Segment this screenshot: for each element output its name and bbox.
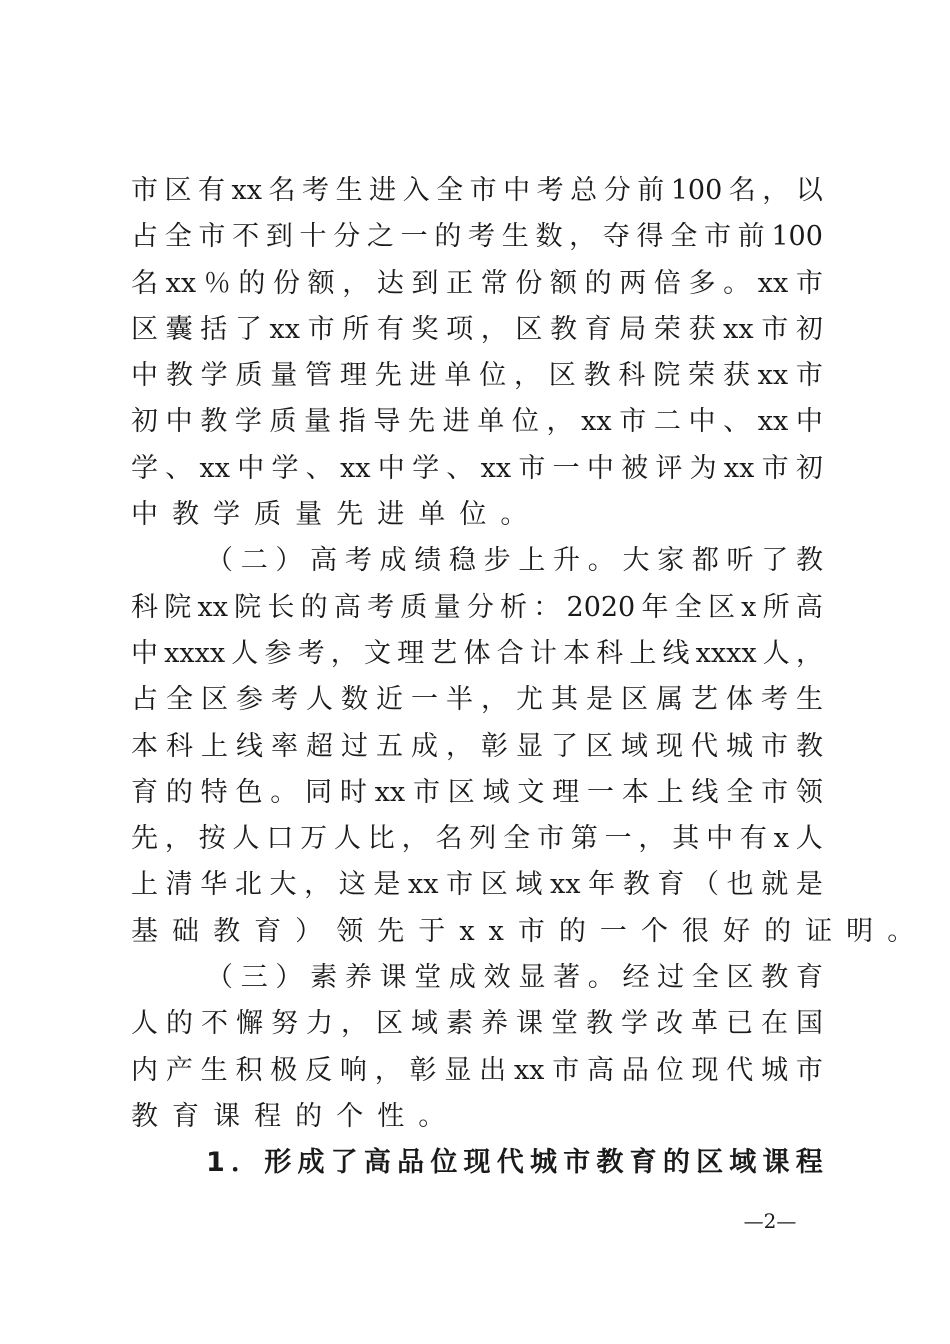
text-line: 中教学质量先进单位。: [131, 499, 542, 531]
text-line: 中 教 学 质 量 管 理 先 进 单 位 ， 区 教 科 院 荣 获 xx 市: [131, 360, 823, 392]
text-line: 科 院 xx 院 长 的 高 考 质 量 分 析 ： 2020 年 全 区 x 所 高: [131, 591, 823, 623]
text-line: 学 、 xx 中 学 、 xx 中 学 、 xx 市 一 中 被 评 为 xx 市 初: [131, 452, 823, 484]
text-line: 人 的 不 懈 努 力 ， 区 域 素 养 课 堂 教 学 改 革 已 在 国: [131, 1008, 823, 1040]
page-number: —2—: [743, 1209, 797, 1233]
body-text: [131, 168, 929, 1187]
text-line: 育 的 特 色 。 同 时 xx 市 区 域 文 理 一 本 上 线 全 市 领: [131, 776, 823, 808]
text-line: 上 清 华 北 大 ， 这 是 xx 市 区 域 xx 年 教 育 （ 也 就 是: [131, 869, 823, 901]
paragraph-first-line: 1 ． 形 成 了 高 品 位 现 代 城 市 教 育 的 区 域 课 程: [206, 1147, 823, 1179]
text-line: 本 科 上 线 率 超 过 五 成 ， 彰 显 了 区 域 现 代 城 市 教: [131, 730, 823, 762]
paragraph-first-line: （ 二 ） 高 考 成 绩 稳 步 上 升 。 大 家 都 听 了 教: [206, 545, 823, 577]
text-line: 中 xxxx 人 参 考 ， 文 理 艺 体 合 计 本 科 上 线 xxxx 人 ，: [131, 637, 823, 669]
text-line: 名 xx ％ 的 份 额 ， 达 到 正 常 份 额 的 两 倍 多 。 xx 市: [131, 267, 823, 299]
paragraph-first-line: （ 三 ） 素 养 课 堂 成 效 显 著 。 经 过 全 区 教 育: [206, 962, 823, 994]
text-line: 教育课程的个性。: [131, 1100, 460, 1132]
text-line: 基础教育）领先于xx市的一个很好的证明。: [131, 915, 929, 947]
text-line: 区 囊 括 了 xx 市 所 有 奖 项 ， 区 教 育 局 荣 获 xx 市 初: [131, 313, 823, 345]
text-line: 占 全 区 参 考 人 数 近 一 半 ， 尤 其 是 区 属 艺 体 考 生: [131, 684, 823, 716]
text-line: 内 产 生 积 极 反 响 ， 彰 显 出 xx 市 高 品 位 现 代 城 市: [131, 1054, 823, 1086]
text-line: 占 全 市 不 到 十 分 之 一 的 考 生 数 ， 夺 得 全 市 前 100: [131, 221, 823, 253]
text-line: 先 ， 按 人 口 万 人 比 ， 名 列 全 市 第 一 ， 其 中 有 x 人: [131, 823, 823, 855]
text-line: 初 中 教 学 质 量 指 导 先 进 单 位 ， xx 市 二 中 、 xx 中: [131, 406, 823, 438]
text-line: 市 区 有 xx 名 考 生 进 入 全 市 中 考 总 分 前 100 名 ， 以: [131, 175, 823, 206]
